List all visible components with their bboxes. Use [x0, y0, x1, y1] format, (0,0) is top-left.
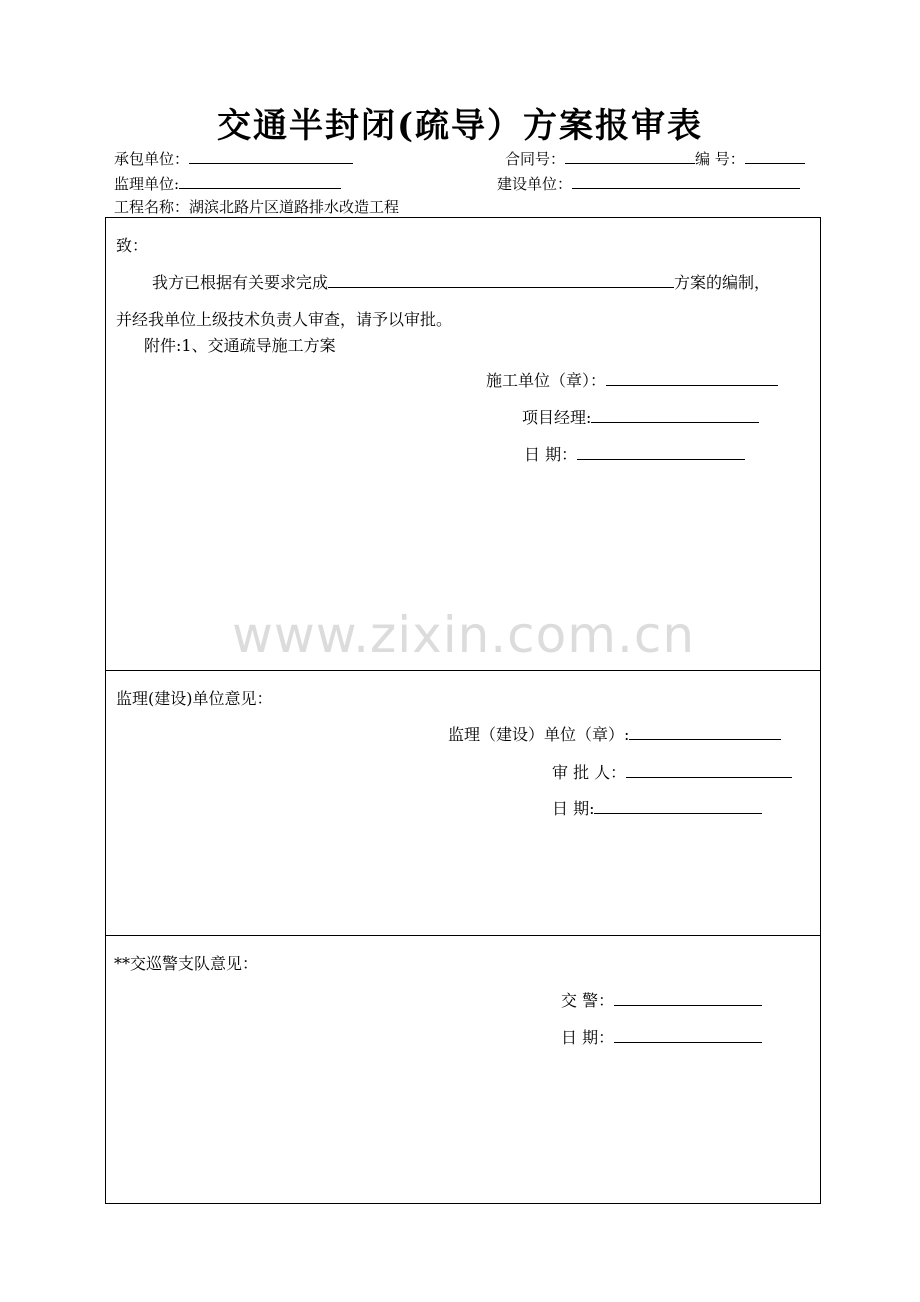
date-label-2: 日 期:: [552, 799, 595, 818]
supervisor-label: 监理单位:: [114, 175, 180, 193]
project-manager-field: [522, 405, 759, 428]
contractor-field: [114, 148, 353, 169]
supervisor-blank[interactable]: [179, 173, 341, 189]
plan-name-blank[interactable]: [328, 272, 674, 288]
project-name: 湖滨北路片区道路排水改造工程: [189, 198, 400, 216]
contract-no-field: [505, 148, 805, 169]
traffic-police-heading: **交巡警支队意见：: [114, 954, 259, 973]
contract-no-label: 合同号：: [505, 150, 566, 168]
supervisor-field: [114, 173, 341, 194]
submission-section: [105, 217, 821, 671]
to-label: 致：: [116, 236, 149, 255]
construction-unit-blank[interactable]: [606, 370, 778, 386]
completion-text-a: 我方已根据有关要求完成: [152, 273, 329, 292]
police-label: 交 警：: [561, 991, 615, 1010]
number-blank[interactable]: [745, 148, 805, 164]
construction-unit-field: [486, 368, 778, 391]
contractor-blank[interactable]: [189, 148, 353, 164]
traffic-police-section: [105, 935, 821, 1204]
date-field-3: [561, 1025, 762, 1048]
owner-field: [497, 173, 800, 194]
date-label-3: 日 期：: [561, 1028, 615, 1047]
police-field: [561, 988, 762, 1011]
construction-unit-label: 施工单位（章）：: [486, 371, 607, 390]
project-manager-blank[interactable]: [591, 407, 759, 423]
date-label-1: 日 期：: [524, 445, 578, 464]
owner-label: 建设单位：: [497, 175, 573, 193]
date-blank-1[interactable]: [577, 444, 745, 460]
approver-field: [552, 760, 792, 783]
completion-statement: [152, 270, 770, 293]
contract-no-blank[interactable]: [565, 148, 695, 164]
supervision-seal-blank[interactable]: [629, 724, 781, 740]
contractor-label: 承包单位：: [114, 150, 190, 168]
number-label: 编 号：: [695, 150, 745, 168]
owner-blank[interactable]: [572, 173, 800, 189]
project-label: 工程名称：: [114, 198, 190, 216]
police-blank[interactable]: [614, 990, 762, 1006]
date-blank-2[interactable]: [594, 798, 762, 814]
project-field: [114, 196, 399, 217]
supervision-seal-field: [448, 722, 781, 745]
review-statement: 并经我单位上级技术负责人审查，请予以审批。: [116, 310, 453, 329]
date-field-1: [524, 442, 745, 465]
attachment-line: 附件:1、交通疏导施工方案: [144, 336, 336, 355]
date-field-2: [552, 796, 762, 819]
approver-blank[interactable]: [626, 762, 792, 778]
supervision-seal-label: 监理（建设）单位（章）:: [448, 725, 630, 744]
supervision-heading: 监理(建设)单位意见：: [116, 689, 273, 708]
supervision-section: [105, 670, 821, 936]
completion-text-b: 方案的编制，: [674, 273, 771, 292]
project-manager-label: 项目经理:: [522, 408, 592, 427]
watermark: www.zixin.com.cn: [232, 606, 696, 664]
approver-label: 审 批 人：: [552, 763, 627, 782]
form-title: 交通半封闭(疏导）方案报审表: [216, 106, 704, 146]
date-blank-3[interactable]: [614, 1027, 762, 1043]
